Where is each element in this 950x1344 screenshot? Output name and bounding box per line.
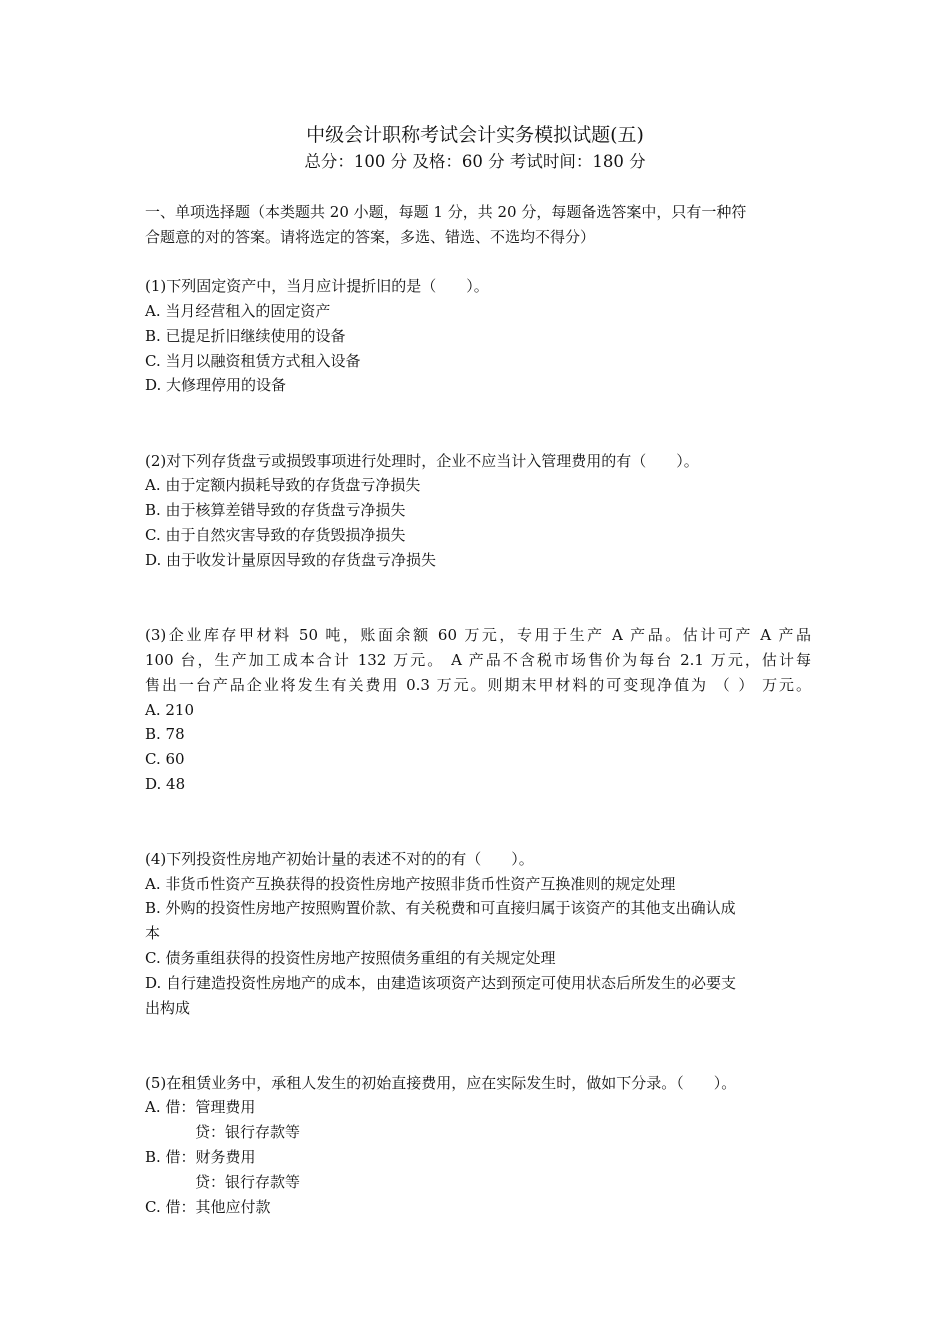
question-2-option-c: C. 由于自然灾害导致的存货毁损净损失 [145,526,406,544]
question-5-option-b-credit: 贷：银行存款等 [195,1173,301,1191]
exam-info: 总分：100 分 及格：60 分 考试时间：180 分 [304,152,646,171]
question-4-stem: (4)下列投资性房地产初始计量的表述不对的的有（ ）。 [145,850,534,868]
question-2-option-b: B. 由于核算差错导致的存货盘亏净损失 [145,501,406,519]
question-5-option-a-debit: A. 借：管理费用 [145,1098,256,1116]
question-3-option-b: B. 78 [145,725,185,743]
question-4-option-b-line-2: 本 [145,924,161,942]
question-1-option-b: B. 已提足折旧继续使用的设备 [145,327,346,345]
question-5-stem: (5)在租赁业务中，承租人发生的初始直接费用，应在实际发生时，做如下分录。（ ）。 [145,1074,737,1092]
question-1-stem: (1)下列固定资产中，当月应计提折旧的是（ ）。 [145,277,489,295]
question-3-option-d: D. 48 [145,775,186,793]
question-1-option-c: C. 当月以融资租赁方式租入设备 [145,352,361,370]
question-4-option-a: A. 非货币性资产互换获得的投资性房地产按照非货币性资产互换准则的规定处理 [145,875,676,893]
question-2-option-d: D. 由于收发计量原因导致的存货盘亏净损失 [145,551,437,569]
question-3-stem-line-2: 100 台，生产加工成本合计 132 万元。 A 产品不含税市场售价为每台 2.1 万元，估计每 [145,651,811,669]
question-4-option-b-line-1: B. 外购的投资性房地产按照购置价款、有关税费和可直接归属于该资产的其他支出确认成 [145,899,736,917]
question-2-stem: (2)对下列存货盘亏或损毁事项进行处理时，企业不应当计入管理费用的有（ ）。 [145,452,699,470]
section-heading-line-2: 合题意的对的答案。请将选定的答案，多选、错选、不选均不得分） [145,228,596,246]
section-heading-line-1: 一、单项选择题（本类题共 20 小题，每题 1 分，共 20 分，每题备选答案中，只有一种符 [145,203,747,221]
question-3-stem-line-1: (3)企业库存甲材料 50 吨，账面余额 60 万元，专用于生产 A 产品。估计可产 A 产品 [145,626,811,644]
question-5-option-b-debit: B. 借：财务费用 [145,1148,256,1166]
question-5-option-c-debit: C. 借：其他应付款 [145,1198,271,1216]
question-2-option-a: A. 由于定额内损耗导致的存货盘亏净损失 [145,476,421,494]
page-title: 中级会计职称考试会计实务模拟试题(五) [306,124,644,146]
question-1-option-a: A. 当月经营租入的固定资产 [145,302,331,320]
question-1-option-d: D. 大修理停用的设备 [145,376,287,394]
question-4-option-d-line-1: D. 自行建造投资性房地产的成本，由建造该项资产达到预定可使用状态后所发生的必要支 [145,974,737,992]
question-4-option-c: C. 债务重组获得的投资性房地产按照债务重组的有关规定处理 [145,949,556,967]
question-3-option-c: C. 60 [145,750,185,768]
question-4-option-d-line-2: 出构成 [145,999,191,1017]
question-5-option-a-credit: 贷：银行存款等 [195,1123,301,1141]
question-3-option-a: A. 210 [145,701,194,719]
question-3-stem-line-3: 售出一台产品企业将发生有关费用 0.3 万元。则期末甲材料的可变现净值为 （ ） 万元。 [145,676,811,694]
